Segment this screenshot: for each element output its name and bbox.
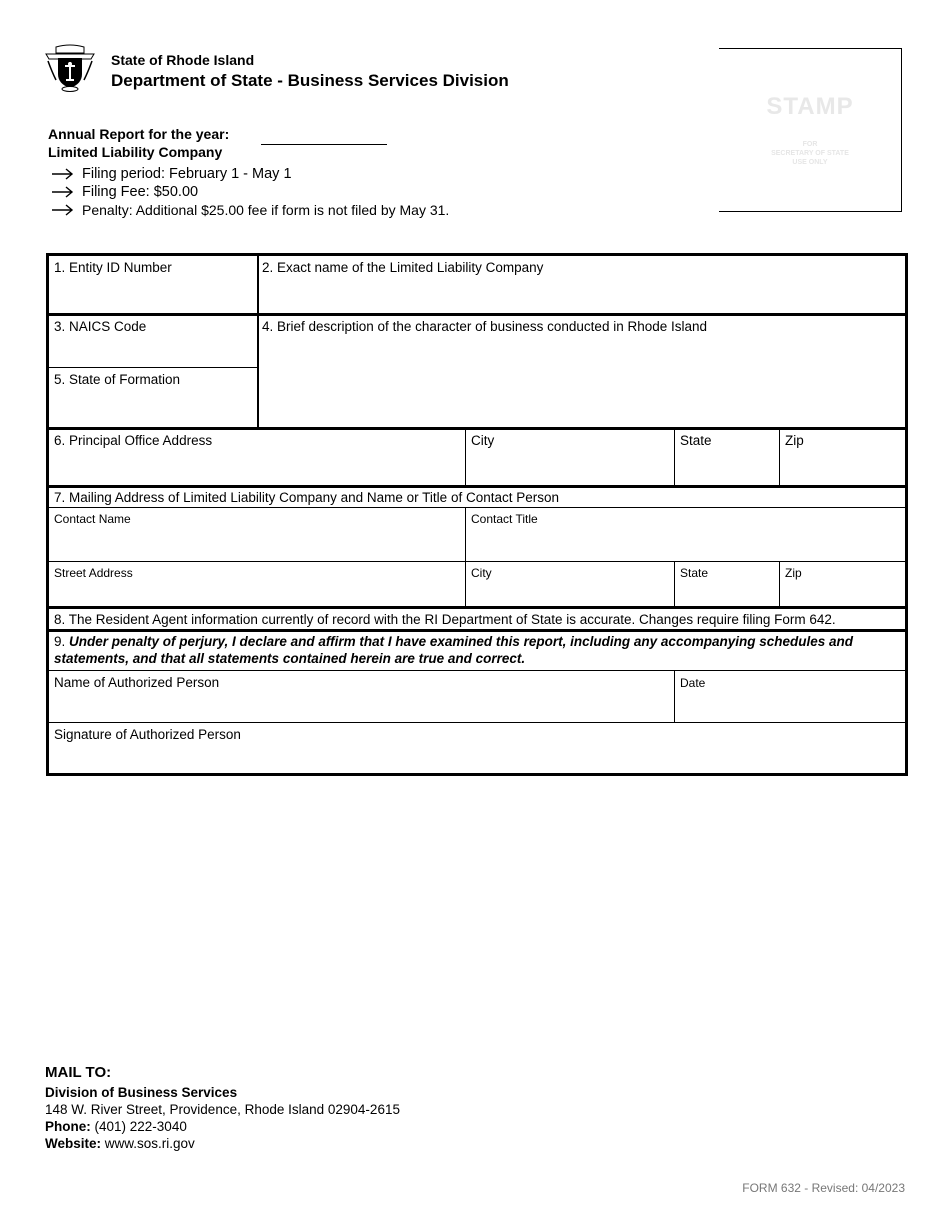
field-mailing-state[interactable]: State — [680, 566, 709, 580]
filing-period-row — [51, 165, 449, 183]
field-naics-code[interactable]: 3. NAICS Code — [54, 319, 147, 334]
stamp-line-1: FOR — [802, 141, 818, 148]
mail-division: Division of Business Services — [45, 1085, 238, 1100]
section-mailing-address: 7. Mailing Address of Limited Liability Company and Name or Title of Contact Person — [54, 490, 559, 505]
field-signature[interactable]: Signature of Authorized Person — [54, 727, 241, 742]
website-label: Website: — [45, 1136, 102, 1151]
stamp-box — [719, 48, 902, 212]
field-mailing-zip[interactable]: Zip — [785, 566, 802, 580]
field-principal-city[interactable]: City — [471, 433, 495, 448]
field-entity-id[interactable]: 1. Entity ID Number — [54, 260, 172, 275]
field-state-of-formation[interactable]: 5. State of Formation — [54, 372, 181, 387]
arrow-right-icon — [51, 204, 75, 216]
field-llc-name[interactable]: 2. Exact name of the Limited Liability Company — [262, 260, 544, 275]
entity-type: Limited Liability Company — [48, 144, 223, 160]
mail-address: 148 W. River Street, Providence, Rhode Island 02904-2615 — [45, 1102, 400, 1117]
field-business-description[interactable]: 4. Brief description of the character of business conducted in Rhode Island — [262, 319, 708, 334]
field-contact-name[interactable]: Contact Name — [54, 512, 131, 526]
field-mailing-city[interactable]: City — [471, 566, 492, 580]
stamp-title: STAMP — [766, 93, 854, 120]
field-principal-state[interactable]: State — [680, 433, 712, 448]
field-authorized-name[interactable]: Name of Authorized Person — [54, 675, 220, 690]
filing-info — [51, 165, 449, 219]
field-date[interactable]: Date — [680, 676, 706, 690]
penalty-text: Penalty: Additional $25.00 fee if form is not filed by May 31. — [82, 202, 450, 218]
resident-agent-statement: 8. The Resident Agent information currently of record with the RI Department of State is accurate. Changes require filing Form 642. — [54, 612, 836, 627]
filing-fee-row — [51, 183, 449, 201]
report-year-label: Annual Report for the year: — [48, 126, 230, 142]
arrow-right-icon — [51, 168, 75, 180]
report-heading — [48, 125, 229, 161]
form-number: FORM 632 - Revised: 04/2023 — [742, 1181, 905, 1195]
filing-period: Filing period: February 1 - May 1 — [82, 166, 292, 182]
stamp-line-2: SECRETARY OF STATE — [771, 150, 849, 157]
report-year-field[interactable] — [261, 144, 387, 145]
perjury-number: 9. — [54, 634, 66, 649]
website-url[interactable]: www.sos.ri.gov — [104, 1136, 195, 1151]
filing-fee: Filing Fee: $50.00 — [82, 184, 199, 200]
mail-phone-row — [45, 1118, 400, 1135]
phone-number: (401) 222-3040 — [94, 1119, 187, 1134]
arrow-right-icon — [51, 186, 75, 198]
penalty-row — [51, 201, 449, 219]
state-seal-icon — [44, 44, 96, 92]
field-principal-office-address[interactable]: 6. Principal Office Address — [54, 433, 213, 448]
mail-to-block — [45, 1064, 400, 1152]
phone-label: Phone: — [45, 1119, 91, 1134]
field-principal-zip[interactable]: Zip — [785, 433, 804, 448]
perjury-declaration — [54, 633, 891, 667]
perjury-text: Under penalty of perjury, I declare and affirm that I have examined this report, including any accompanying schedules and statements, and that all statements contained herein are true and correct. — [54, 634, 853, 666]
stamp-subtitle — [719, 140, 901, 167]
mail-to-heading: MAIL TO: — [45, 1064, 112, 1081]
department-title: Department of State - Business Services Division — [111, 71, 509, 90]
field-street-address[interactable]: Street Address — [54, 566, 133, 580]
state-name: State of Rhode Island — [111, 52, 255, 68]
annual-report-form — [46, 253, 908, 776]
field-contact-title[interactable]: Contact Title — [471, 512, 538, 526]
stamp-line-3: USE ONLY — [792, 159, 828, 166]
mail-website-row — [45, 1135, 400, 1152]
